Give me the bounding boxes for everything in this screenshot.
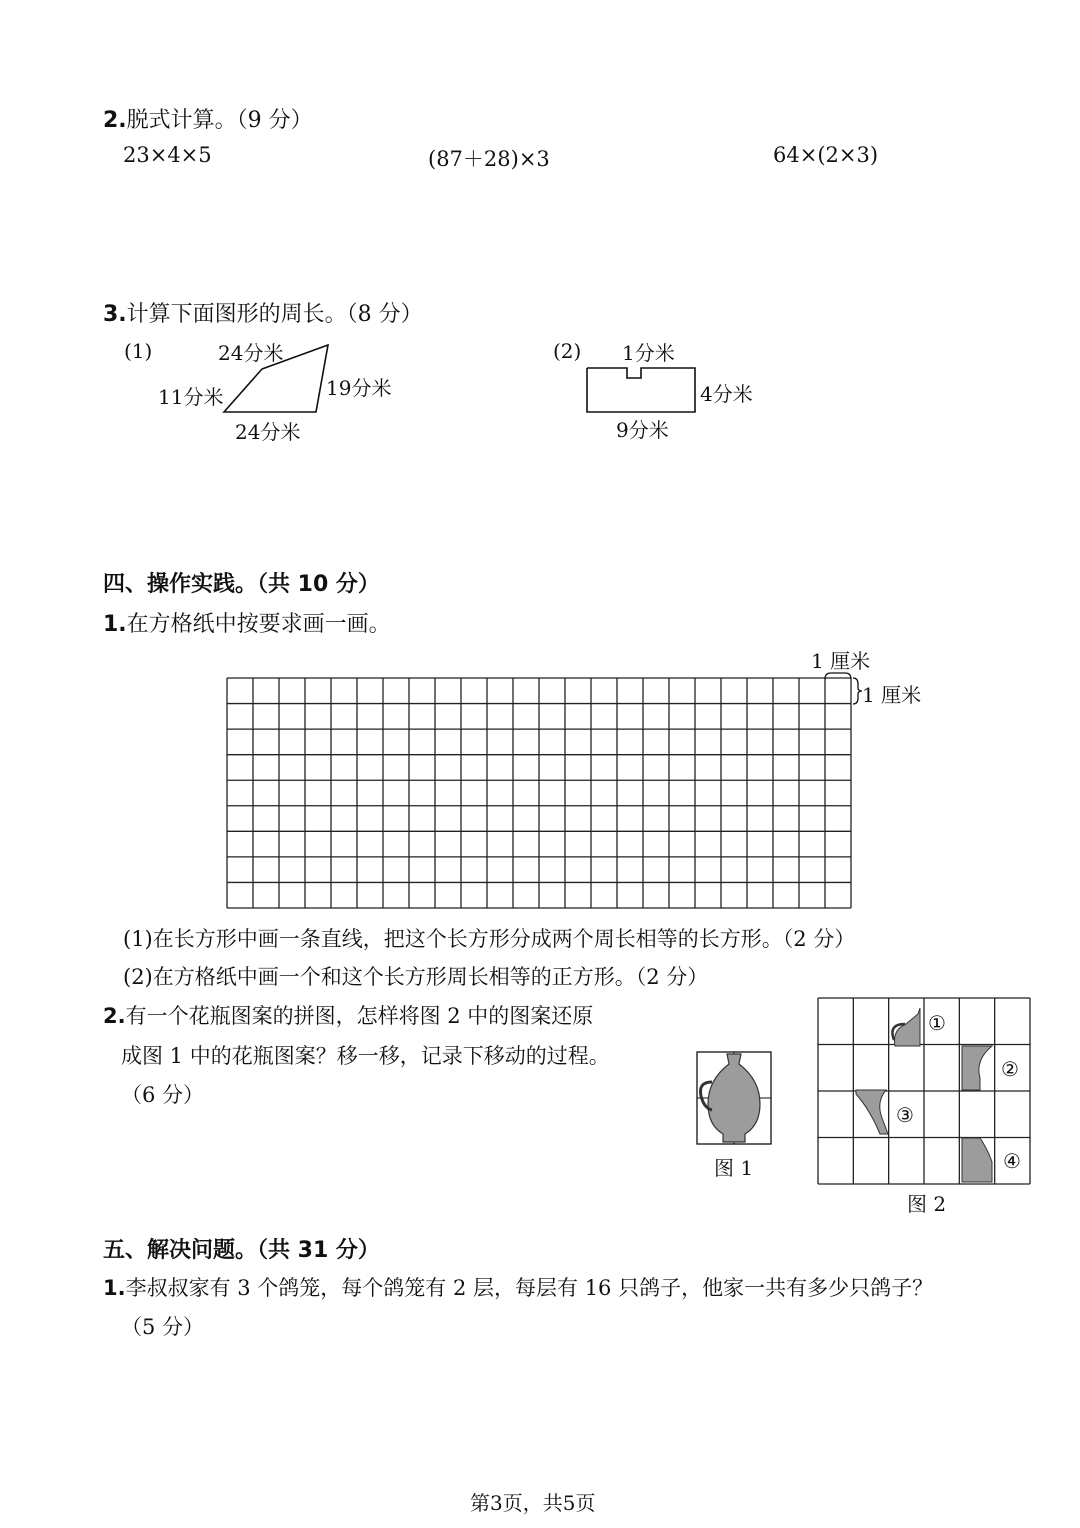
section5-heading: 五、解决问题。（共 31 分）: [103, 1238, 380, 1263]
expr-2: (87＋28)×3: [428, 147, 550, 171]
vase-figure-1: [697, 1052, 771, 1144]
fig1-right-label: 19分米: [326, 376, 392, 400]
s4-q2-line1: 2.有一个花瓶图案的拼图，怎样将图 2 中的图案还原: [103, 1004, 594, 1028]
s4-q2-line2: 成图 1 中的花瓶图案？移一移，记录下移动的过程。: [121, 1044, 610, 1068]
fig2-tag: (2): [553, 339, 582, 363]
puzzle-grid-figure-2: [818, 998, 1030, 1184]
fig1-top-label: 24分米: [218, 341, 284, 365]
unit-height-label: 1 厘米: [862, 683, 922, 707]
s5-q1-score: （5 分）: [121, 1315, 205, 1339]
quadrilateral-shape: [224, 345, 328, 412]
fig1-caption: 图 1: [714, 1156, 754, 1180]
fig2-height-label: 4分米: [700, 382, 753, 406]
unit-width-label: 1 厘米: [811, 649, 871, 673]
notched-rect-shape: [587, 368, 695, 412]
s4-q1-sub1: (1)在长方形中画一条直线，把这个长方形分成两个周长相等的长方形。（2 分）: [123, 927, 856, 951]
fig1-tag: (1): [124, 339, 153, 363]
piece-2-label: ②: [1001, 1057, 1019, 1081]
expr-3: 64×(2×3): [773, 143, 879, 167]
piece-1-label: ①: [928, 1011, 946, 1035]
s4-q1-sub2: (2)在方格纸中画一个和这个长方形周长相等的正方形。（2 分）: [123, 965, 709, 989]
q3-title: 3.计算下面图形的周长。（8 分）: [103, 302, 423, 327]
piece-3-label: ③: [896, 1103, 914, 1127]
square-grid-paper: [227, 678, 851, 908]
expr-1: 23×4×5: [123, 143, 212, 167]
fig2-notch-label: 1分米: [622, 341, 675, 365]
page-footer: 第3页，共5页: [470, 1491, 596, 1515]
fig2-width-label: 9分米: [616, 418, 669, 442]
unit-brace-right: [853, 678, 862, 704]
fig2-caption: 图 2: [907, 1192, 947, 1216]
s4-q1-title: 1.在方格纸中按要求画一画。: [103, 612, 391, 637]
q2-title: 2.脱式计算。（9 分）: [103, 108, 313, 133]
piece-4-label: ④: [1003, 1149, 1021, 1173]
s4-q2-score: （6 分）: [121, 1083, 205, 1107]
s5-q1-text: 1.李叔叔家有 3 个鸽笼，每个鸽笼有 2 层，每层有 16 只鸽子，他家一共有多少只鸽子？: [103, 1276, 934, 1300]
fig1-bottom-label: 24分米: [235, 420, 301, 444]
fig1-left-label: 11分米: [158, 385, 224, 409]
section4-heading: 四、操作实践。（共 10 分）: [103, 572, 380, 597]
